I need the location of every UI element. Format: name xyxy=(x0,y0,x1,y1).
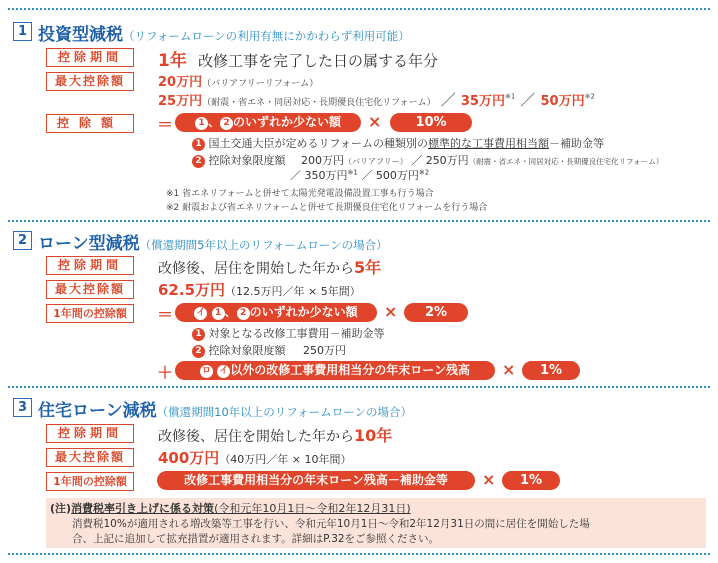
item-1 xyxy=(192,325,385,341)
note-head-period: (令和元年10月1日～令和2年12月31日) xyxy=(214,502,411,515)
times-sign: × xyxy=(502,360,516,379)
period-text: 改修工事を完了した日の属する年分 xyxy=(197,52,438,70)
max-amount-1: 20万円 xyxy=(158,75,203,90)
footnote-mark: ※1 xyxy=(347,168,358,177)
max-row-2 xyxy=(158,89,595,110)
max-note: （40万円／年 × 10年間） xyxy=(219,453,352,466)
note-line-1: 消費税10%が適用される増改築等工事を行い、令和元年10月1日～令和2年12月31日の間に居住を開始した場 xyxy=(72,518,590,530)
plus-sign: ＋ xyxy=(157,363,174,382)
section-title xyxy=(38,20,410,45)
equals-sign: ＝ xyxy=(157,115,174,134)
equals-sign: ＝ xyxy=(157,305,174,324)
min-amount-pill xyxy=(175,113,361,132)
rate-pill: 2% xyxy=(404,303,468,322)
remaining-loan-pill: 改修工事費用相当分の年末ローン残高－補助金等 xyxy=(157,471,475,490)
max-row xyxy=(158,279,361,300)
label-max: 最大控除額 xyxy=(46,72,134,91)
slash: ／ xyxy=(440,91,456,109)
item-2-value: 250万円 xyxy=(303,344,346,357)
circle-1-icon: 1 xyxy=(192,328,205,341)
circle-2-icon: 2 xyxy=(192,345,205,358)
divider xyxy=(8,553,710,555)
max-amount: 62.5万円 xyxy=(158,281,226,299)
max-amount-2: 25万円 xyxy=(158,94,203,109)
note-line-2: 合、上記に追加して拡充措置が適用されます。詳細はP.32をご参照ください。 xyxy=(72,533,440,545)
circle-1-icon: 1 xyxy=(192,138,205,151)
rate-pill: 10% xyxy=(390,113,472,132)
period-number: 5年 xyxy=(354,258,382,277)
section-number: 2 xyxy=(13,231,32,250)
min-amount-pill xyxy=(175,303,377,322)
ro-mark-icon: ロ xyxy=(202,366,212,376)
circle-2-icon: 2 xyxy=(192,155,205,168)
circle-1-icon: 1 xyxy=(212,307,225,320)
max-row xyxy=(158,447,352,468)
item-2-label: 控除対象限度額 xyxy=(208,344,286,357)
max-amount: 400万円 xyxy=(158,449,220,467)
section-subtitle: （償還期間5年以上のリフォームローンの場合） xyxy=(139,238,388,252)
note-head-underline: 消費税率引き上げに係る対策 xyxy=(71,502,215,515)
item-1 xyxy=(192,135,604,151)
section-subtitle: （リフォームローンの利用有無にかかわらず利用可能） xyxy=(123,29,410,43)
section-number: 3 xyxy=(13,398,32,417)
max-note: （12.5万円／年 × 5年間） xyxy=(225,285,361,298)
i-mark-icon: イ xyxy=(196,308,206,318)
separator: 、 xyxy=(224,305,237,319)
divider xyxy=(8,386,710,388)
pill-text: のいずれか少ない額 xyxy=(233,115,342,129)
period-number: 1年 xyxy=(158,51,187,71)
slash: ／ xyxy=(361,169,373,182)
section-subtitle: （償還期間10年以上のリフォームローンの場合） xyxy=(156,405,412,419)
section-title xyxy=(38,396,412,421)
section-title xyxy=(38,229,388,254)
slash: ／ xyxy=(411,154,423,167)
remaining-loan-pill xyxy=(175,361,495,380)
pill-text: 以外の改修工事費用相当分の年末ローン残高 xyxy=(230,363,470,377)
item-2 xyxy=(192,342,346,358)
label-annual: 1年間の控除額 xyxy=(46,472,134,491)
max-note-2: （耐震・省エネ・同居対応・長期優良住宅化リフォーム） xyxy=(202,98,436,108)
section-title-text: 投資型減税 xyxy=(38,25,123,45)
label-max: 最大控除額 xyxy=(46,448,134,467)
divider xyxy=(8,8,710,10)
period-text: 改修後、居住を開始した年から xyxy=(158,429,354,445)
i-mark-icon: イ xyxy=(219,366,229,376)
slash: ／ xyxy=(520,91,536,109)
times-sign: × xyxy=(368,112,382,131)
circle-2-icon: 2 xyxy=(237,307,250,320)
pill-text: のいずれか少ない額 xyxy=(249,305,358,319)
rate-pill: 1% xyxy=(522,361,580,380)
item-2-b: 250万円 xyxy=(425,154,469,167)
item-2 xyxy=(192,152,663,168)
label-period: 控除期間 xyxy=(46,424,134,443)
item-2-d: 500万円 xyxy=(375,169,419,182)
period-number: 10年 xyxy=(354,426,393,445)
label-max: 最大控除額 xyxy=(46,280,134,299)
item-2-b-note: （耐震・省エネ・同居対応・長期優良住宅化リフォーム） xyxy=(468,157,664,166)
max-note-1: （バリアフリーリフォーム） xyxy=(202,79,319,89)
max-amount-4: 50万円 xyxy=(540,94,585,109)
item-2-label: 控除対象限度額 xyxy=(208,154,286,167)
period-text: 改修後、居住を開始した年から xyxy=(158,261,354,277)
note-heading xyxy=(50,500,411,516)
item-1-text: 対象となる改修工事費用－補助金等 xyxy=(208,327,385,340)
footnote-mark: ※2 xyxy=(584,92,595,101)
label-deduct: 控除額 xyxy=(46,114,134,133)
footnote-1: ※1 省エネリフォームと併せて太陽光発電設備設置工事も行う場合 xyxy=(166,189,434,199)
label-period: 控除期間 xyxy=(46,256,134,275)
period-row xyxy=(158,423,392,446)
circle-1-icon: 1 xyxy=(195,117,208,130)
max-amount-3: 35万円 xyxy=(460,94,505,109)
times-sign: × xyxy=(384,302,398,321)
item-1-pre: 国土交通大臣が定めるリフォームの種類別の xyxy=(208,137,428,150)
slash: ／ xyxy=(290,169,301,182)
section-number: 1 xyxy=(13,22,32,41)
item-1-underline: 標準的な工事費用相当額 xyxy=(427,137,549,150)
footnote-2: ※2 耐震および省エネリフォームと併せて長期優良住宅化リフォームを行う場合 xyxy=(166,203,488,213)
footnote-mark: ※1 xyxy=(504,92,516,101)
max-row-1 xyxy=(158,71,318,90)
section-title-text: ローン型減税 xyxy=(38,234,140,254)
divider xyxy=(8,220,710,222)
note-head: (注) xyxy=(50,502,72,515)
separator: 、 xyxy=(207,115,220,129)
item-1-post: －補助金等 xyxy=(548,137,604,150)
item-2-c: 350万円 xyxy=(304,169,348,182)
item-2-a: 200万円 xyxy=(301,154,344,167)
section-title-text: 住宅ローン減税 xyxy=(38,401,157,421)
label-annual: 1年間の控除額 xyxy=(46,304,134,323)
item-2-cont xyxy=(290,167,429,183)
item-2-a-note: （バリアフリー） xyxy=(344,157,408,166)
rate-pill: 1% xyxy=(502,471,560,490)
circle-2-icon: 2 xyxy=(220,117,233,130)
period-row xyxy=(158,46,438,71)
footnote-mark: ※2 xyxy=(418,168,430,177)
period-row xyxy=(158,255,381,278)
label-period: 控除期間 xyxy=(46,48,134,67)
times-sign: × xyxy=(482,470,496,489)
